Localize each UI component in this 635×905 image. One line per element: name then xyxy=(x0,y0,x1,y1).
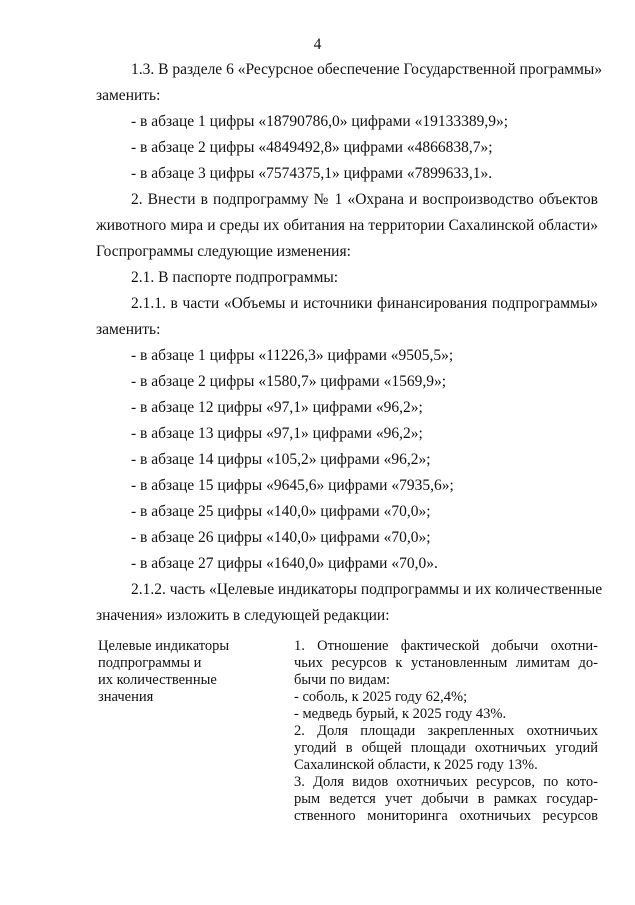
table-cell-line: - соболь, к 2025 году 62,4%; xyxy=(294,689,468,705)
list-item: - в абзаце 13 цифры «97,1» цифрами «96,2»; xyxy=(131,425,423,442)
list-item: - в абзаце 12 цифры «97,1» цифрами «96,2»; xyxy=(131,399,423,416)
list-item: - в абзаце 2 цифры «1580,7» цифрами «1569,9»; xyxy=(131,373,447,390)
table-cell-line: 1. Отношение фактической добычи охотни- xyxy=(294,638,598,654)
paragraph-line: 2.1. В паспорте подпрограммы: xyxy=(131,269,339,286)
list-item: - в абзаце 27 цифры «1640,0» цифрами «70,0». xyxy=(131,555,438,572)
paragraph-line: заменить: xyxy=(96,321,161,338)
table-cell-line: подпрограммы и xyxy=(98,655,202,671)
list-item: - в абзаце 26 цифры «140,0» цифрами «70,0»; xyxy=(131,529,431,546)
table-cell-line: - медведь бурый, к 2025 году 43%. xyxy=(294,706,507,722)
paragraph-line: 2. Внести в подпрограмму № 1 «Охрана и воспроизводство объектов xyxy=(131,191,598,208)
paragraph-line: 2.1.1. в части «Объемы и источники финансирования подпрограммы» xyxy=(131,295,598,312)
page-number: 4 xyxy=(313,36,322,53)
table-cell-line: 2. Доля площади закрепленных охотничьих xyxy=(294,723,598,739)
table-cell-line: бычи по видам: xyxy=(294,672,391,688)
table-cell-value xyxy=(294,638,598,825)
table-cell-line: Целевые индикаторы xyxy=(98,638,230,654)
list-item: - в абзаце 1 цифры «11226,3» цифрами «9505,5»; xyxy=(131,347,454,364)
table-cell-line: угодий в общей площади охотничьих угодий xyxy=(294,740,598,756)
paragraph-line: заменить: xyxy=(96,87,161,104)
list-item: - в абзаце 1 цифры «18790786,0» цифрами «19133389,9»; xyxy=(131,113,509,130)
list-item: - в абзаце 14 цифры «105,2» цифрами «96,2»; xyxy=(131,451,431,468)
paragraph-line: животного мира и среды их обитания на территории Сахалинской области» xyxy=(96,217,598,234)
list-item: - в абзаце 3 цифры «7574375,1» цифрами «7899633,1». xyxy=(131,165,493,182)
paragraph-line: Госпрограммы следующие изменения: xyxy=(96,243,351,260)
table-cell-label xyxy=(98,638,268,706)
list-item: - в абзаце 2 цифры «4849492,8» цифрами «4866838,7»; xyxy=(131,139,493,156)
table-cell-line: значения xyxy=(98,689,154,705)
paragraph-line: значения» изложить в следующей редакции: xyxy=(96,607,390,624)
table-cell-line: рым ведется учет добычи в рамках государ- xyxy=(294,791,598,807)
table-cell-line: 3. Доля видов охотничьих ресурсов, по кото- xyxy=(294,774,598,790)
paragraph-line: 1.3. В разделе 6 «Ресурсное обеспечение Государственной программы» xyxy=(131,61,603,78)
list-item: - в абзаце 15 цифры «9645,6» цифрами «7935,6»; xyxy=(131,477,454,494)
paragraph-line: 2.1.2. часть «Целевые индикаторы подпрограммы и их количественные xyxy=(131,581,603,598)
table-cell-line: Сахалинской области, к 2025 году 13%. xyxy=(294,757,538,773)
table-cell-line: их количественные xyxy=(98,672,217,688)
table-cell-line: ственного мониторинга охотничьих ресурсов xyxy=(294,808,598,824)
table-cell-line: чьих ресурсов к установленным лимитам до- xyxy=(294,655,598,671)
list-item: - в абзаце 25 цифры «140,0» цифрами «70,0»; xyxy=(131,503,431,520)
